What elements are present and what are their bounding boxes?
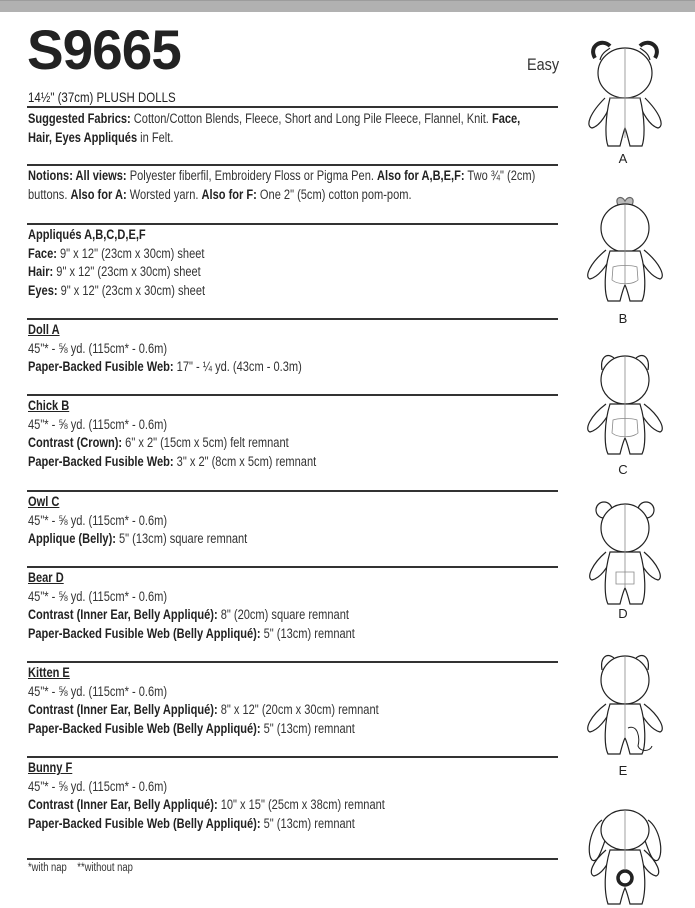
divider [27, 318, 558, 320]
section-kitten-e [28, 664, 553, 738]
pattern-subtitle: 14½" (37cm) PLUSH DOLLS [28, 89, 176, 105]
section-title: Owl C [28, 494, 60, 509]
line-label: Paper-Backed Fusible Web (Belly Appliqué): [28, 625, 261, 641]
divider [27, 394, 558, 396]
line-value: 5" (13cm) remnant [260, 815, 355, 831]
line-value: 45"* - ⅝ yd. (115cm* - 0.6m) [28, 683, 168, 699]
notions-text: buttons. [28, 186, 71, 202]
notions-text: Two ¾" (2cm) [464, 168, 536, 183]
section-doll-a [28, 321, 553, 377]
line-value: 6" x 2" (15cm x 5cm) felt remnant [122, 435, 289, 450]
line-label: Contrast (Crown): [28, 435, 123, 450]
line-value: 17" - ¼ yd. (43cm - 0.3m) [173, 359, 302, 374]
top-bar [0, 0, 695, 12]
section-bunny-f [28, 759, 553, 833]
line-label: Paper-Backed Fusible Web (Belly Appliqué): [28, 720, 261, 736]
line-label: Hair: [28, 264, 54, 279]
section-title: Appliqués A,B,C,D,E,F [28, 227, 146, 242]
difficulty-label: Easy [527, 55, 560, 74]
line-label: Face: [28, 245, 57, 261]
line-value: 9" x 12" (23cm x 30cm) sheet [57, 282, 206, 298]
section-title: Kitten E [28, 665, 70, 680]
view-e-illustration [580, 648, 670, 758]
view-label: A [618, 151, 628, 166]
section-chick-b [28, 397, 553, 471]
view-label: D [618, 606, 628, 621]
notions-also-a: Also for A: [70, 186, 127, 202]
section-title: Chick B [28, 398, 70, 413]
line-value: 3" x 2" (8cm x 5cm) remnant [173, 453, 317, 469]
notions-label: Notions: All views: [28, 168, 127, 183]
notions-also-abef: Also for A,B,E,F: [377, 168, 465, 183]
line-value: 9" x 12" (23cm x 30cm) sheet [56, 245, 205, 261]
line-value: 9" x 12" (23cm x 30cm) sheet [53, 264, 201, 279]
notions [28, 167, 553, 204]
pattern-number: S9665 [27, 18, 181, 81]
view-d-illustration [580, 498, 670, 608]
line-value: 45"* - ⅝ yd. (115cm* - 0.6m) [28, 588, 168, 604]
notions-text: One 2" (5cm) cotton pom-pom. [256, 186, 412, 202]
divider [27, 858, 558, 860]
suggested-fabrics [28, 110, 553, 147]
section-bear-d [28, 569, 553, 643]
line-value: 45"* - ⅝ yd. (115cm* - 0.6m) [28, 416, 168, 432]
section-owl-c [28, 493, 553, 549]
view-label: E [618, 763, 628, 778]
line-label: Paper-Backed Fusible Web (Belly Appliqué): [28, 815, 261, 831]
line-value: 45"* - ⅝ yd. (115cm* - 0.6m) [28, 512, 168, 528]
line-label: Contrast (Inner Ear, Belly Appliqué): [28, 702, 218, 717]
line-value: 5" (13cm) square remnant [115, 531, 248, 546]
view-label: B [618, 311, 628, 326]
view-b-illustration [580, 195, 670, 305]
view-label: C [618, 462, 628, 477]
fabrics-text: Cotton/Cotton Blends, Fleece, Short and Long Pile Fleece, Flannel, Knit. [130, 111, 492, 126]
divider [27, 223, 558, 225]
line-value: 5" (13cm) remnant [260, 720, 355, 736]
line-value: 10" x 15" (25cm x 38cm) remnant [217, 797, 385, 812]
view-f-illustration [580, 808, 670, 908]
line-label: Paper-Backed Fusible Web: [28, 359, 174, 374]
view-c-illustration [580, 348, 670, 458]
line-value: 8" x 12" (20cm x 30cm) remnant [217, 702, 379, 717]
notions-text: Worsted yarn. [126, 186, 202, 202]
divider [27, 106, 558, 108]
divider [27, 661, 558, 663]
line-value: 45"* - ⅝ yd. (115cm* - 0.6m) [28, 340, 168, 356]
line-label: Paper-Backed Fusible Web: [28, 453, 174, 469]
appliques-section [28, 226, 553, 300]
section-title: Doll A [28, 322, 60, 337]
section-title: Bunny F [28, 760, 73, 775]
fabrics-hair-eyes: Hair, Eyes Appliqués [28, 129, 138, 145]
footnote: *with nap **without nap [28, 862, 133, 874]
notions-text: Polyester fiberfil, Embroidery Floss or Pigma Pen. [126, 168, 378, 183]
fabrics-felt: in Felt. [137, 129, 174, 145]
line-label: Applique (Belly): [28, 531, 116, 546]
fabrics-face: Face, [491, 111, 521, 126]
line-value: 5" (13cm) remnant [260, 625, 355, 641]
divider [27, 566, 558, 568]
notions-also-f: Also for F: [201, 186, 257, 202]
line-value: 8" (20cm) square remnant [217, 607, 349, 622]
divider [27, 164, 558, 166]
line-value: 45"* - ⅝ yd. (115cm* - 0.6m) [28, 778, 168, 794]
line-label: Contrast (Inner Ear, Belly Appliqué): [28, 607, 218, 622]
line-label: Eyes: [28, 282, 58, 298]
fabrics-label: Suggested Fabrics: [28, 111, 131, 126]
view-a-illustration [580, 38, 670, 148]
section-title: Bear D [28, 570, 64, 585]
line-label: Contrast (Inner Ear, Belly Appliqué): [28, 797, 218, 812]
divider [27, 756, 558, 758]
divider [27, 490, 558, 492]
